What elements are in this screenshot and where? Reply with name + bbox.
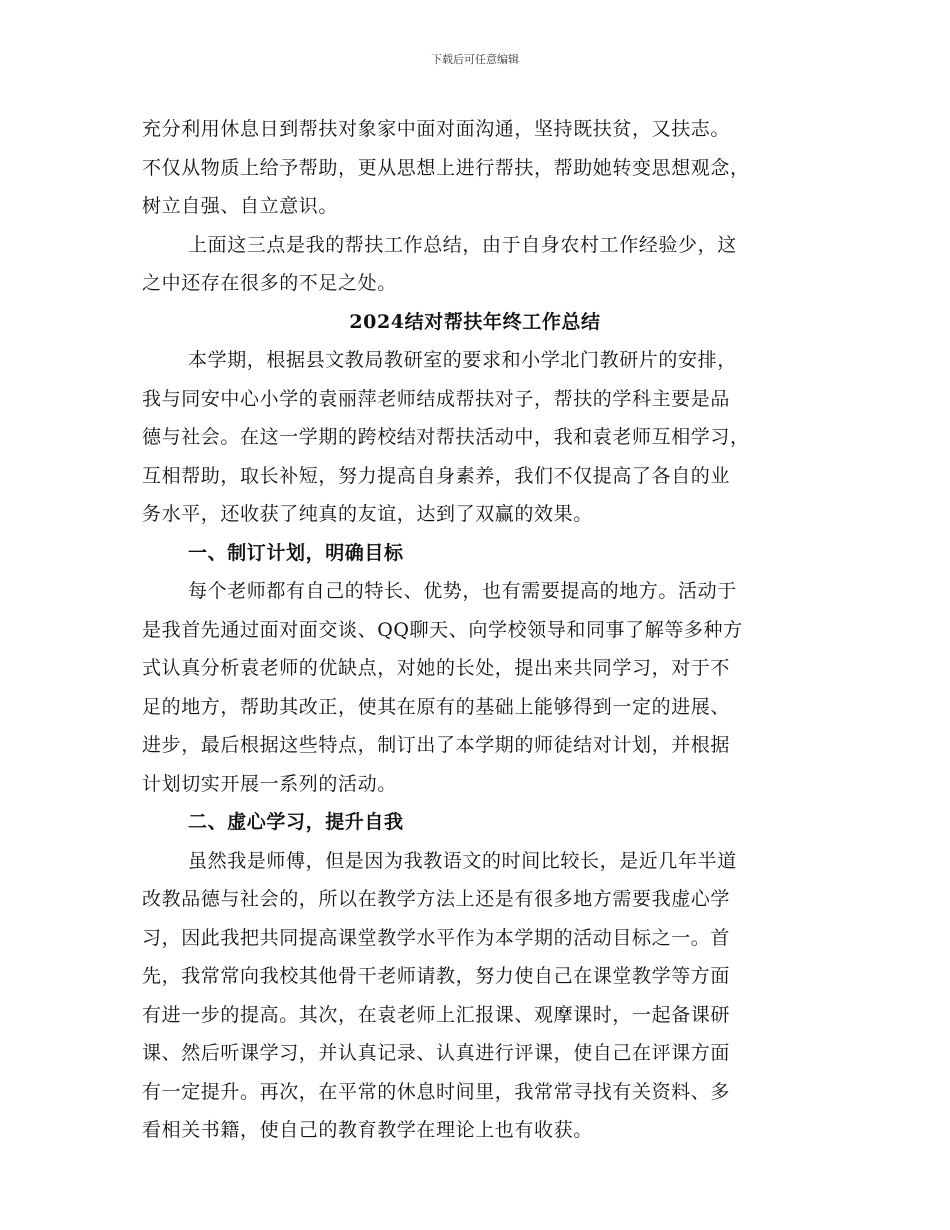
paragraph-line: 本学期，根据县文教局教研室的要求和小学北门教研片的安排， [188,349,737,371]
paragraph-line: 进步，最后根据这些特点，制订出了本学期的师徒结对计划，并根据 [142,734,731,756]
paragraph-line: 每个老师都有自己的特长、优势，也有需要提高的地方。活动于 [188,580,737,602]
paragraph-line: 足的地方，帮助其改正，使其在原有的基础上能够得到一定的进展、 [142,695,731,718]
document-body [142,110,808,1150]
section-heading-2: 二、虚心学习，提升自我 [188,811,404,833]
paragraph-line: 德与社会。在这一学期的跨校结对帮扶活动中，我和袁老师互相学习， [142,426,750,448]
paragraph-line: 虽然我是师傅，但是因为我教语文的时间比较长，是近几年半道 [188,849,737,872]
paragraph-line: 计划切实开展一系列的活动。 [142,772,397,795]
paragraph-line: 课、然后听课学习，并认真记录、认真进行评课，使自己在评课方面 [142,1042,731,1064]
paragraph-line: 有进一步的提高。其次，在袁老师上汇报课、观摩课时，一起备课研 [142,1003,731,1026]
page-header: 下载后可任意编辑 [431,53,519,66]
paragraph-line: 我与同安中心小学的袁丽萍老师结成帮扶对子，帮扶的学科主要是品 [142,387,731,410]
paragraph-line: 充分利用休息日到帮扶对象家中面对面沟通，坚持既扶贫，又扶志。 [142,118,731,140]
section-heading-1: 一、制订计划，明确目标 [188,541,404,564]
paragraph-line: 先，我常常向我校其他骨干老师请教，努力使自己在课堂教学等方面 [142,965,731,987]
paragraph-line: 不仅从物质上给予帮助，更从思想上进行帮扶，帮助她转变思想观念， [142,156,750,179]
paragraph-line: 改教品德与社会的，所以在教学方法上还是有很多地方需要我虚心学 [142,888,731,910]
paragraph-line: 务水平，还收获了纯真的友谊，达到了双赢的效果。 [142,503,593,525]
paragraph-line: 式认真分析袁老师的优缺点，对她的长处，提出来共同学习，对于不 [142,657,731,679]
paragraph-line: 上面这三点是我的帮扶工作总结，由于自身农村工作经验少，这 [188,233,737,256]
paragraph-line: 树立自强、自立意识。 [142,195,339,217]
paragraph-line: 看相关书籍，使自己的教育教学在理论上也有收获。 [142,1119,593,1141]
document-title: 2024结对帮扶年终工作总结 [349,310,601,333]
paragraph-line: 习，因此我把共同提高课堂教学水平作为本学期的活动目标之一。首 [142,926,731,949]
paragraph-line: 之中还存在很多的不足之处。 [142,272,397,294]
paragraph-line: 有一定提升。再次，在平常的休息时间里，我常常寻找有关资料、多 [142,1080,731,1103]
paragraph-line: 是我首先通过面对面交谈、QQ聊天、向学校领导和同事了解等多种方 [142,618,743,641]
paragraph-line: 互相帮助，取长补短，努力提高自身素养，我们不仅提高了各自的业 [142,464,731,487]
